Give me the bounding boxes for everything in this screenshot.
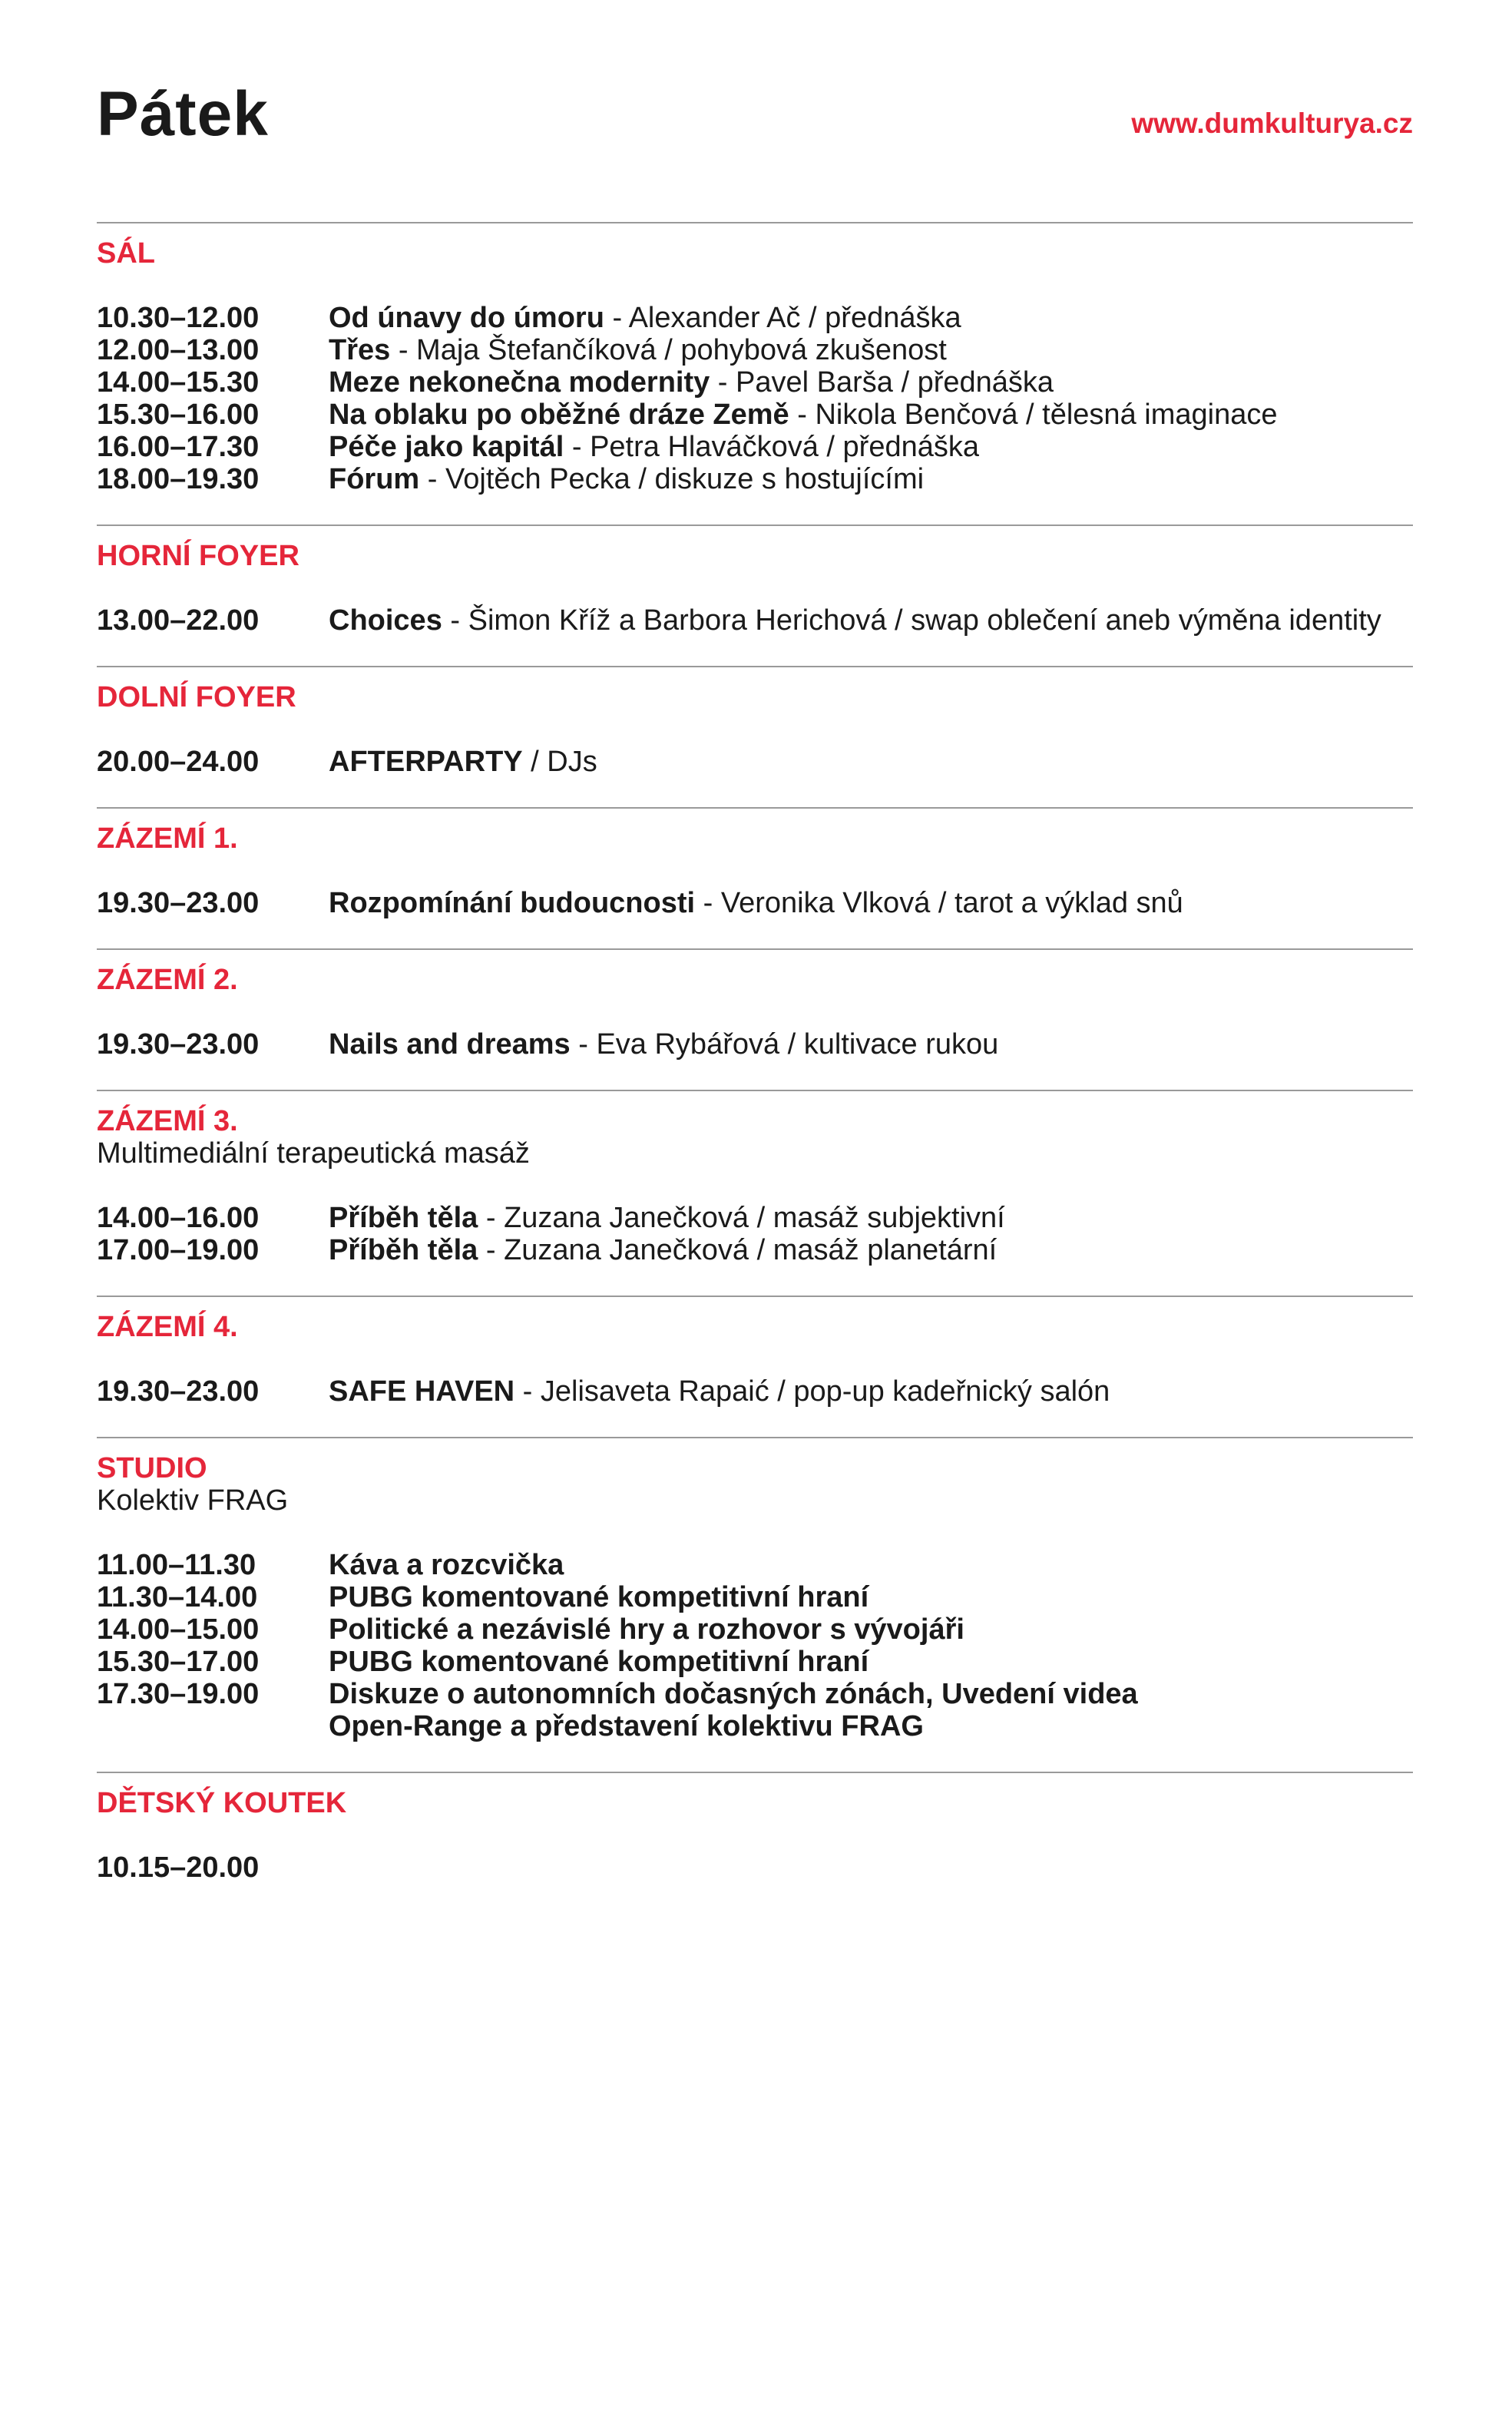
venue-title: ZÁZEMÍ 4. bbox=[97, 1311, 238, 1343]
program-title: Příběh těla bbox=[329, 1202, 478, 1234]
program-row bbox=[97, 463, 1413, 495]
program-details: - Šimon Kříž a Barbora Herichová / swap oblečení aneb výměna identity bbox=[442, 604, 1381, 637]
program-description bbox=[329, 1581, 1413, 1613]
venue-title: SÁL bbox=[97, 237, 155, 270]
program-title: PUBG komentované kompetitivní hraní bbox=[329, 1581, 869, 1613]
program-title: Na oblaku po oběžné dráze Země bbox=[329, 399, 789, 431]
program-title: Diskuze o autonomních dočasných zónách, Uvedení videa bbox=[329, 1678, 1138, 1710]
program-details: - Nikola Benčová / tělesná imaginace bbox=[789, 399, 1278, 431]
program-list bbox=[97, 887, 1413, 919]
program-title: Politické a nezávislé hry a rozhovor s vývojáři bbox=[329, 1613, 964, 1646]
website-link[interactable]: www.dumkulturya.cz bbox=[1131, 108, 1413, 139]
program-title: Rozpomínání budoucnosti bbox=[329, 887, 696, 919]
program-details: - Alexander Ač / přednáška bbox=[604, 302, 961, 334]
program-description bbox=[329, 431, 1413, 463]
program-details: - Veronika Vlková / tarot a výklad snů bbox=[695, 887, 1183, 919]
program-description bbox=[329, 1234, 1413, 1266]
program-details: - Maja Štefančíková / pohybová zkušenost bbox=[390, 334, 947, 366]
program-list bbox=[97, 1851, 1413, 1884]
program-row bbox=[97, 1646, 1413, 1678]
time-range: 18.00–19.30 bbox=[97, 463, 260, 495]
venue-section bbox=[97, 222, 1413, 525]
program-description bbox=[329, 604, 1413, 637]
venue-title: DOLNÍ FOYER bbox=[97, 681, 296, 713]
time-range: 15.30–16.00 bbox=[97, 399, 260, 431]
page-title: Pátek bbox=[97, 79, 269, 149]
program-description bbox=[329, 1646, 1413, 1678]
program-row bbox=[97, 1678, 1413, 1710]
time-range: 19.30–23.00 bbox=[97, 887, 260, 919]
time-range: 19.30–23.00 bbox=[97, 1028, 260, 1061]
program-row bbox=[97, 1851, 1413, 1884]
venue-subtitle: Multimediální terapeutická masáž bbox=[97, 1137, 530, 1170]
time-range: 10.15–20.00 bbox=[97, 1851, 260, 1884]
program-list bbox=[97, 1549, 1413, 1742]
program-row bbox=[97, 1202, 1413, 1234]
venue-section bbox=[97, 1090, 1413, 1296]
program-list bbox=[97, 1375, 1413, 1408]
program-row bbox=[97, 399, 1413, 431]
program-row bbox=[97, 1375, 1413, 1408]
venue-title: STUDIO bbox=[97, 1452, 207, 1484]
time-range: 15.30–17.00 bbox=[97, 1646, 260, 1678]
program-row bbox=[97, 1581, 1413, 1613]
program-row bbox=[97, 1710, 1413, 1742]
program-description bbox=[329, 1851, 1413, 1884]
program-description bbox=[329, 334, 1413, 366]
program-title: PUBG komentované kompetitivní hraní bbox=[329, 1646, 869, 1678]
program-row bbox=[97, 746, 1413, 778]
program-description bbox=[329, 366, 1413, 399]
program-description bbox=[329, 1028, 1413, 1061]
program-list bbox=[97, 1202, 1413, 1266]
time-range bbox=[97, 1710, 329, 1742]
time-range: 11.30–14.00 bbox=[97, 1581, 258, 1613]
venue-title: HORNÍ FOYER bbox=[97, 540, 299, 572]
program-title: Choices bbox=[329, 604, 442, 637]
time-range: 16.00–17.30 bbox=[97, 431, 260, 463]
time-range: 12.00–13.00 bbox=[97, 334, 260, 366]
program-description bbox=[329, 463, 1413, 495]
program-details: / DJs bbox=[522, 746, 597, 778]
program-description bbox=[329, 302, 1413, 334]
program-details: - Vojtěch Pecka / diskuze s hostujícími bbox=[419, 463, 925, 495]
program-title: Open-Range a představení kolektivu FRAG bbox=[329, 1710, 924, 1742]
venue-section bbox=[97, 1437, 1413, 1772]
program-title: Fórum bbox=[329, 463, 420, 495]
program-title: Nails and dreams bbox=[329, 1028, 571, 1061]
time-range: 14.00–15.00 bbox=[97, 1613, 260, 1646]
program-row bbox=[97, 334, 1413, 366]
venue-title: ZÁZEMÍ 1. bbox=[97, 822, 238, 855]
program-title: SAFE HAVEN bbox=[329, 1375, 515, 1408]
venue-section bbox=[97, 948, 1413, 1090]
program-row bbox=[97, 431, 1413, 463]
program-title: Péče jako kapitál bbox=[329, 431, 564, 463]
program-row bbox=[97, 1028, 1413, 1061]
program-row bbox=[97, 302, 1413, 334]
venue-section bbox=[97, 1772, 1413, 1913]
program-description bbox=[329, 1613, 1413, 1646]
program-title: AFTERPARTY bbox=[329, 746, 523, 778]
venue-section bbox=[97, 1296, 1413, 1437]
program-list bbox=[97, 746, 1413, 778]
time-range: 17.00–19.00 bbox=[97, 1234, 260, 1266]
program-details: - Zuzana Janečková / masáž subjektivní bbox=[478, 1202, 1005, 1234]
program-description bbox=[329, 746, 1413, 778]
program-row bbox=[97, 604, 1413, 637]
program-row bbox=[97, 366, 1413, 399]
program-details: - Zuzana Janečková / masáž planetární bbox=[478, 1234, 998, 1266]
program-details: - Jelisaveta Rapaić / pop-up kadeřnický salón bbox=[514, 1375, 1110, 1408]
time-range: 13.00–22.00 bbox=[97, 604, 260, 637]
schedule-list bbox=[97, 222, 1413, 1913]
time-range: 20.00–24.00 bbox=[97, 746, 260, 778]
program-details: - Pavel Barša / přednáška bbox=[710, 366, 1054, 399]
program-details: - Petra Hlaváčková / přednáška bbox=[564, 431, 979, 463]
program-list bbox=[97, 604, 1413, 637]
program-row bbox=[97, 1613, 1413, 1646]
venue-subtitle: Kolektiv FRAG bbox=[97, 1484, 289, 1517]
time-range: 10.30–12.00 bbox=[97, 302, 260, 334]
program-description bbox=[329, 887, 1413, 919]
time-range: 11.00–11.30 bbox=[97, 1549, 256, 1581]
venue-title: DĚTSKÝ KOUTEK bbox=[97, 1787, 347, 1819]
program-title: Meze nekonečna modernity bbox=[329, 366, 710, 399]
venue-section bbox=[97, 666, 1413, 807]
program-description bbox=[329, 399, 1413, 431]
venue-title: ZÁZEMÍ 2. bbox=[97, 964, 238, 996]
program-description bbox=[329, 1549, 1413, 1581]
time-range: 17.30–19.00 bbox=[97, 1678, 260, 1710]
program-description bbox=[329, 1678, 1413, 1710]
program-title: Příběh těla bbox=[329, 1234, 478, 1266]
program-details: - Eva Rybářová / kultivace rukou bbox=[570, 1028, 999, 1061]
time-range: 14.00–16.00 bbox=[97, 1202, 260, 1234]
program-description bbox=[329, 1202, 1413, 1234]
program-title: Od únavy do úmoru bbox=[329, 302, 604, 334]
program-title: Třes bbox=[329, 334, 391, 366]
time-range: 19.30–23.00 bbox=[97, 1375, 260, 1408]
program-list bbox=[97, 1028, 1413, 1061]
time-range: 14.00–15.30 bbox=[97, 366, 260, 399]
program-description bbox=[329, 1375, 1413, 1408]
program-row bbox=[97, 1234, 1413, 1266]
venue-title: ZÁZEMÍ 3. bbox=[97, 1105, 238, 1137]
program-row bbox=[97, 887, 1413, 919]
venue-section bbox=[97, 525, 1413, 666]
venue-section bbox=[97, 807, 1413, 948]
program-description bbox=[329, 1710, 1413, 1742]
program-title: Káva a rozcvička bbox=[329, 1549, 564, 1581]
program-list bbox=[97, 302, 1413, 495]
program-row bbox=[97, 1549, 1413, 1581]
